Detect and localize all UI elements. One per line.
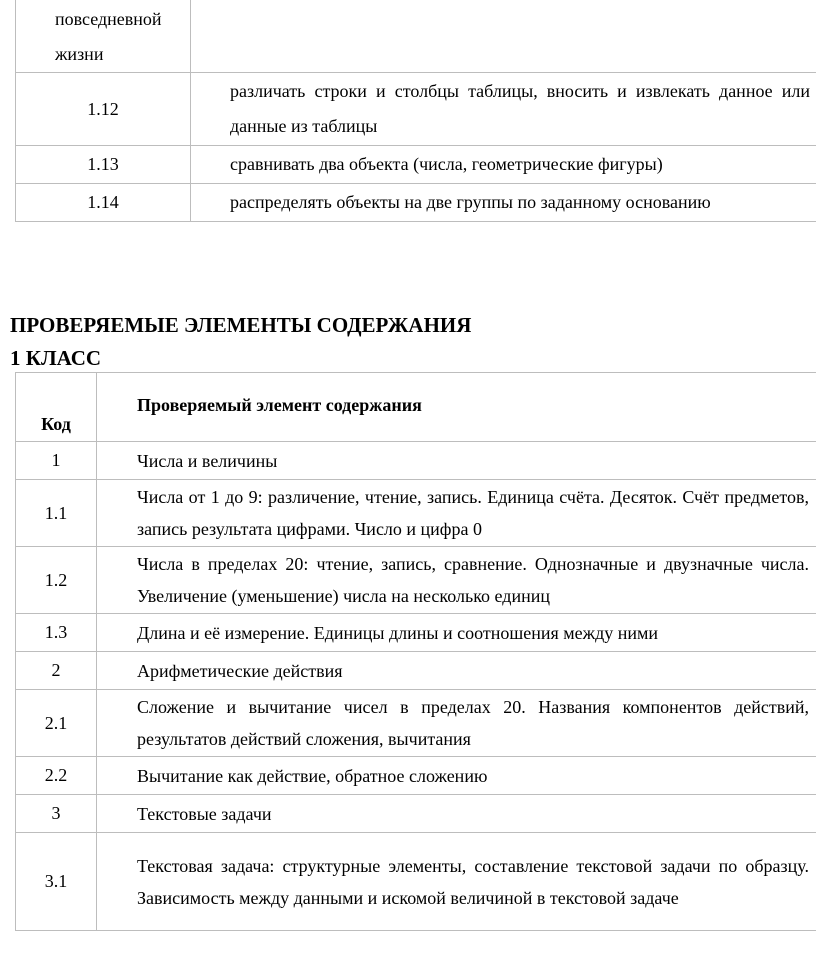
- row-code: 1.12: [16, 73, 191, 146]
- row-text: распределять объекты на две группы по заданному основанию: [230, 192, 711, 212]
- row-description: [191, 184, 816, 222]
- table-row: [16, 757, 816, 795]
- table-cell-subject: [16, 0, 191, 73]
- table-row: [16, 614, 816, 652]
- row-text: Числа в пределах 20: чтение, запись, сравнение. Однозначные и двузначные числа. Увеличение (уменьшение) числа на несколько единиц: [137, 554, 809, 606]
- requirements-table-continuation: [15, 0, 816, 222]
- table-cell-empty: [191, 0, 816, 73]
- table-row: [16, 795, 816, 833]
- table-row: [16, 442, 816, 480]
- table-row: [16, 690, 816, 757]
- cell-text-line: повседневной: [55, 9, 162, 29]
- row-text: сравнивать два объекта (числа, геометрические фигуры): [230, 154, 663, 174]
- row-text: Текстовая задача: структурные элементы, составление текстовой задачи по образцу. Зависимость между данными и искомой величиной в текстовой задаче: [137, 855, 809, 908]
- row-description: [97, 757, 816, 795]
- row-description: [97, 833, 816, 931]
- table-row: [16, 547, 816, 614]
- row-text: Числа от 1 до 9: различение, чтение, запись. Единица счёта. Десяток. Счёт предметов, запись результата цифрами. Число и цифра 0: [137, 487, 809, 539]
- row-description: [97, 480, 816, 547]
- row-code: 1.13: [16, 146, 191, 184]
- column-header-code: Код: [16, 373, 97, 442]
- header-text: Проверяемый элемент содержания: [137, 395, 422, 415]
- row-description: [97, 614, 816, 652]
- row-code: 1.2: [16, 547, 97, 614]
- row-description: [97, 690, 816, 757]
- row-code: 3: [16, 795, 97, 833]
- row-text: Арифметические действия: [137, 660, 343, 681]
- row-description: [97, 795, 816, 833]
- row-code: 3.1: [16, 833, 97, 931]
- heading-grade: 1 КЛАСС: [10, 346, 102, 370]
- heading-title: ПРОВЕРЯЕМЫЕ ЭЛЕМЕНТЫ СОДЕРЖАНИЯ: [10, 313, 472, 337]
- row-text: различать строки и столбцы таблицы, вносить и извлекать данное или данные из таблицы: [230, 81, 810, 136]
- table-row: [16, 652, 816, 690]
- table-row: [16, 480, 816, 547]
- row-code: 1: [16, 442, 97, 480]
- row-code: 1.14: [16, 184, 191, 222]
- row-description: [97, 652, 816, 690]
- row-description: [191, 73, 816, 146]
- column-header-element: [97, 373, 816, 442]
- table-header-row: [16, 373, 816, 442]
- table-row: [16, 833, 816, 931]
- section-heading: [10, 309, 471, 375]
- row-code: 2.1: [16, 690, 97, 757]
- row-text: Длина и её измерение. Единицы длины и соотношения между ними: [137, 622, 659, 643]
- row-text: Числа и величины: [137, 450, 278, 471]
- table-row: [16, 146, 816, 184]
- row-code: 1.1: [16, 480, 97, 547]
- row-description: [191, 146, 816, 184]
- content-elements-table: [15, 372, 816, 931]
- table-row: [16, 0, 816, 73]
- row-code: 1.3: [16, 614, 97, 652]
- row-code: 2: [16, 652, 97, 690]
- row-text: Сложение и вычитание чисел в пределах 20. Названия компонентов действий, результатов действий сложения, вычитания: [137, 697, 809, 749]
- table-row: [16, 73, 816, 146]
- row-description: [97, 547, 816, 614]
- cell-text-line: жизни: [55, 44, 104, 64]
- table-row: [16, 184, 816, 222]
- row-code: 2.2: [16, 757, 97, 795]
- row-description: [97, 442, 816, 480]
- row-text: Текстовые задачи: [137, 803, 272, 824]
- row-text: Вычитание как действие, обратное сложению: [137, 765, 488, 786]
